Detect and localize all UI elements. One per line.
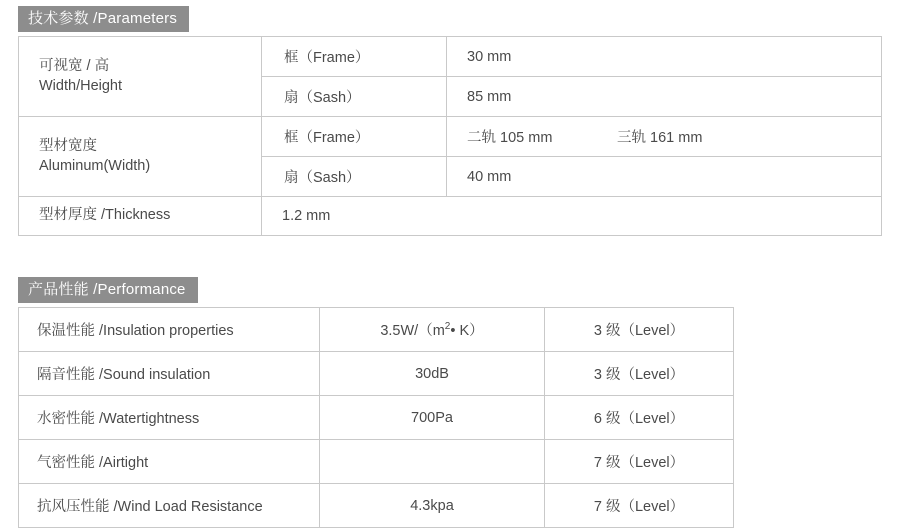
table-row: [19, 308, 734, 352]
performance-value-insulation: [320, 308, 545, 352]
parameter-label-line1: 型材宽度: [39, 137, 97, 154]
table-row: [19, 352, 734, 396]
parameter-sub-frame: 框（Frame）: [262, 117, 447, 157]
table-row: [19, 396, 734, 440]
parameter-value-sash: 85 mm: [447, 77, 882, 117]
table-row: [19, 440, 734, 484]
performance-level-insulation: 3 级（Level）: [545, 308, 734, 352]
parameter-sub-sash: 扇（Sash）: [262, 157, 447, 197]
parameter-value-sash: 40 mm: [447, 157, 882, 197]
performance-level-watertightness: 6 级（Level）: [545, 396, 734, 440]
performance-name-watertightness: 水密性能 /Watertightness: [19, 396, 320, 440]
parameter-value-thickness: 1.2 mm: [262, 197, 882, 236]
parameter-value-frame-rails: [447, 117, 882, 157]
table-row: [19, 484, 734, 528]
parameter-label-thickness: 型材厚度 /Thickness: [19, 197, 262, 236]
performance-value-superscript: 2: [444, 321, 451, 333]
parameter-label-line2: Width/Height: [39, 77, 123, 94]
performance-level-airtight: 7 级（Level）: [545, 440, 734, 484]
parameter-label-width-height: [19, 37, 262, 117]
parameter-label-aluminum-width: [19, 117, 262, 197]
performance-value-wind-load: 4.3kpa: [320, 484, 545, 528]
parameter-sub-sash: 扇（Sash）: [262, 77, 447, 117]
parameter-label-line1: 可视宽 / 高: [39, 57, 110, 74]
table-row: [19, 197, 882, 236]
parameter-label-line2: Aluminum(Width): [39, 157, 151, 174]
performance-name-insulation: 保温性能 /Insulation properties: [19, 308, 320, 352]
performance-section: [18, 277, 685, 528]
performance-section-title: 产品性能 /Performance: [18, 277, 198, 303]
performance-level-wind-load: 7 级（Level）: [545, 484, 734, 528]
performance-value-prefix: 3.5W/（m: [380, 323, 445, 339]
performance-name-wind-load: 抗风压性能 /Wind Load Resistance: [19, 484, 320, 528]
performance-value-sound: 30dB: [320, 352, 545, 396]
performance-table: [18, 307, 734, 528]
parameter-sub-frame: 框（Frame）: [262, 37, 447, 77]
parameter-value-frame: 30 mm: [447, 37, 882, 77]
table-row: [19, 37, 882, 77]
parameters-table: [18, 36, 882, 236]
parameters-section-title: 技术参数 /Parameters: [18, 6, 189, 32]
performance-value-suffix: • K）: [450, 323, 484, 339]
performance-level-sound: 3 级（Level）: [545, 352, 734, 396]
table-row: [19, 117, 882, 157]
parameter-value-three-rail: 三轨 161 mm: [617, 130, 703, 146]
performance-name-airtight: 气密性能 /Airtight: [19, 440, 320, 484]
performance-value-watertightness: 700Pa: [320, 396, 545, 440]
performance-name-sound: 隔音性能 /Sound insulation: [19, 352, 320, 396]
parameters-section: [18, 6, 882, 236]
performance-value-airtight: [320, 440, 545, 484]
parameter-value-two-rail: 二轨 105 mm: [467, 130, 553, 146]
